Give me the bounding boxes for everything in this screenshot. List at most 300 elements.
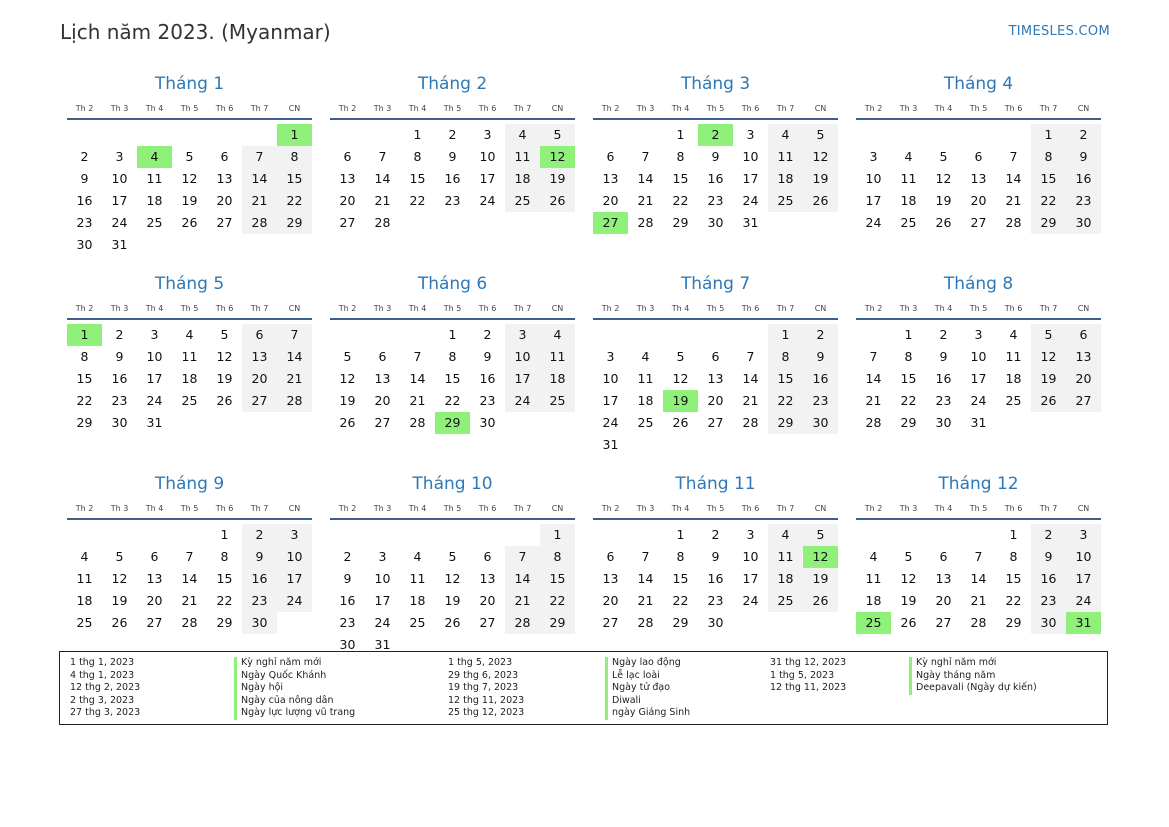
day-cell: 4 — [80, 549, 89, 564]
weekday-label: Th 6 — [1004, 104, 1023, 113]
day-cell: 2 — [343, 549, 352, 564]
weekday-label: Th 7 — [776, 304, 795, 313]
day-cell: 31 — [742, 215, 759, 230]
day-cell: 18 — [181, 371, 198, 386]
day-cell: 8 — [676, 549, 685, 564]
weekday-label: Th 4 — [934, 304, 953, 313]
legend-dates-col-3 — [770, 657, 846, 695]
day-cell: 25 — [409, 615, 426, 630]
day-cell: 2 — [711, 527, 720, 542]
day-cell: 1 — [904, 327, 913, 342]
weekday-label: CN — [1077, 304, 1090, 313]
day-cell: 25 — [540, 390, 575, 412]
weekday-label: Th 2 — [601, 104, 620, 113]
weekday-label: Th 5 — [180, 104, 199, 113]
day-grid — [67, 124, 312, 256]
day-cell: 14 — [970, 571, 987, 586]
day-cell: 29 — [277, 212, 312, 234]
day-cell: 17 — [374, 593, 391, 608]
day-cell: 30 — [242, 612, 277, 634]
day-cell: 11 — [540, 346, 575, 368]
day-cell: 21 — [742, 393, 759, 408]
day-cell: 5 — [220, 327, 229, 342]
day-cell: 10 — [374, 571, 391, 586]
day-cell: 9 — [242, 546, 277, 568]
day-cell: 15 — [1005, 571, 1022, 586]
day-cell: 2 — [483, 327, 492, 342]
day-cell: 29 — [768, 412, 803, 434]
empty-day-cell — [67, 524, 102, 546]
day-cell: 14 — [242, 168, 277, 190]
day-cell: 26 — [216, 393, 233, 408]
day-cell: 6 — [242, 324, 277, 346]
day-cell: 18 — [1005, 371, 1022, 386]
day-cell: 21 — [637, 593, 654, 608]
day-cell: 10 — [1066, 546, 1101, 568]
weekday-label: Th 6 — [215, 304, 234, 313]
day-cell: 30 — [1031, 612, 1066, 634]
day-cell: 14 — [277, 346, 312, 368]
weekday-label: Th 4 — [145, 304, 164, 313]
day-cell: 15 — [672, 171, 689, 186]
day-cell: 10 — [742, 149, 759, 164]
weekday-label: Th 7 — [250, 304, 269, 313]
weekday-label: Th 6 — [215, 104, 234, 113]
day-cell: 24 — [146, 393, 163, 408]
day-cell: 3 — [974, 327, 983, 342]
day-cell: 1 — [413, 127, 422, 142]
day-cell: 8 — [768, 346, 803, 368]
day-cell: 13 — [602, 571, 619, 586]
legend-date: 1 thg 5, 2023 — [448, 657, 513, 668]
weekday-header — [856, 100, 1101, 120]
page-title: Lịch năm 2023. (Myanmar) — [60, 20, 331, 44]
weekday-label: Th 2 — [75, 304, 94, 313]
day-cell: 11 — [76, 571, 93, 586]
weekday-label: Th 3 — [373, 104, 392, 113]
legend-names-col-1 — [234, 657, 355, 720]
day-cell: 25 — [181, 393, 198, 408]
day-cell: 24 — [742, 593, 759, 608]
legend-holiday-name: Lễ lạc loài — [605, 670, 690, 683]
month-calendar — [67, 72, 312, 256]
day-cell: 17 — [277, 568, 312, 590]
day-cell: 28 — [865, 415, 882, 430]
day-cell: 21 — [374, 193, 391, 208]
day-cell: 7 — [974, 549, 983, 564]
day-cell: 9 — [711, 149, 720, 164]
weekday-label: Th 6 — [478, 304, 497, 313]
day-cell: 23 — [803, 390, 838, 412]
day-cell: 29 — [76, 415, 93, 430]
day-cell: 24 — [277, 590, 312, 612]
day-cell: 20 — [339, 193, 356, 208]
day-cell: 5 — [904, 549, 913, 564]
day-cell: 10 — [111, 171, 128, 186]
weekday-label: Th 7 — [776, 504, 795, 513]
day-cell: 26 — [540, 190, 575, 212]
day-cell: 27 — [146, 615, 163, 630]
day-grid — [856, 124, 1101, 256]
day-cell: 31 — [146, 415, 163, 430]
day-cell: 31 — [374, 637, 391, 652]
day-cell: 30 — [803, 412, 838, 434]
day-cell: 30 — [111, 415, 128, 430]
day-cell: 5 — [1031, 324, 1066, 346]
weekday-label: Th 3 — [110, 104, 129, 113]
day-cell: 10 — [505, 346, 540, 368]
weekday-label: Th 2 — [75, 104, 94, 113]
legend-holiday-name: ngày Giáng Sinh — [605, 707, 690, 720]
day-cell: 6 — [711, 349, 720, 364]
day-cell: 6 — [378, 349, 387, 364]
day-cell: 6 — [150, 549, 159, 564]
legend-date: 12 thg 11, 2023 — [770, 682, 847, 694]
weekday-label: Th 6 — [478, 504, 497, 513]
day-cell: 14 — [505, 568, 540, 590]
day-cell: 19 — [216, 371, 233, 386]
weekday-label: Th 4 — [671, 104, 690, 113]
day-cell: 4 — [768, 524, 803, 546]
day-cell: 1 — [676, 127, 685, 142]
weekday-label: Th 3 — [636, 104, 655, 113]
day-cell: 8 — [904, 349, 913, 364]
day-cell: 21 — [505, 590, 540, 612]
day-cell: 18 — [540, 368, 575, 390]
day-cell: 29 — [540, 612, 575, 634]
day-cell: 26 — [900, 615, 917, 630]
weekday-label: Th 2 — [601, 304, 620, 313]
empty-day-cell — [400, 324, 435, 346]
day-cell: 17 — [742, 571, 759, 586]
day-cell: 23 — [242, 590, 277, 612]
empty-day-cell — [698, 324, 733, 346]
empty-day-cell — [593, 124, 628, 146]
day-cell: 20 — [242, 368, 277, 390]
day-cell: 2 — [1066, 124, 1101, 146]
empty-day-cell — [628, 124, 663, 146]
day-cell: 10 — [277, 546, 312, 568]
empty-day-cell — [400, 524, 435, 546]
day-cell: 18 — [768, 568, 803, 590]
day-cell: 21 — [242, 190, 277, 212]
day-cell: 18 — [865, 593, 882, 608]
day-cell: 17 — [146, 371, 163, 386]
holiday-day-cell: 27 — [593, 212, 628, 234]
day-cell: 1 — [448, 327, 457, 342]
month-title: Tháng 1 — [154, 74, 225, 94]
weekday-label: Th 4 — [145, 104, 164, 113]
day-cell: 7 — [641, 149, 650, 164]
day-cell: 8 — [448, 349, 457, 364]
day-cell: 1 — [220, 527, 229, 542]
day-cell: 25 — [637, 415, 654, 430]
empty-day-cell — [961, 124, 996, 146]
day-cell: 22 — [76, 393, 93, 408]
day-cell: 22 — [444, 393, 461, 408]
day-cell: 9 — [939, 349, 948, 364]
day-cell: 7 — [746, 349, 755, 364]
day-cell: 9 — [483, 349, 492, 364]
day-grid — [856, 324, 1101, 456]
day-cell: 20 — [935, 593, 952, 608]
day-cell: 12 — [803, 146, 838, 168]
day-cell: 6 — [606, 549, 615, 564]
day-cell: 19 — [111, 593, 128, 608]
legend-date: 1 thg 5, 2023 — [770, 669, 835, 681]
legend-holiday-name: Deepavali (Ngày dự kiến) — [909, 682, 1037, 695]
empty-day-cell — [733, 324, 768, 346]
day-cell: 27 — [479, 615, 496, 630]
day-cell: 5 — [448, 549, 457, 564]
day-cell: 22 — [1031, 190, 1066, 212]
holiday-day-cell: 12 — [540, 146, 575, 168]
weekday-label: Th 4 — [671, 504, 690, 513]
month-calendar — [856, 272, 1101, 456]
day-cell: 25 — [505, 190, 540, 212]
weekday-label: Th 2 — [338, 304, 357, 313]
day-cell: 4 — [869, 549, 878, 564]
day-cell: 9 — [448, 149, 457, 164]
empty-day-cell — [961, 524, 996, 546]
day-cell: 26 — [935, 215, 952, 230]
day-cell: 9 — [80, 171, 89, 186]
day-cell: 31 — [602, 437, 619, 452]
day-cell: 18 — [637, 393, 654, 408]
day-cell: 3 — [505, 324, 540, 346]
day-cell: 8 — [1031, 146, 1066, 168]
day-cell: 3 — [869, 149, 878, 164]
day-cell: 30 — [479, 415, 496, 430]
day-grid — [67, 324, 312, 456]
day-cell: 13 — [479, 571, 496, 586]
month-title: Tháng 7 — [680, 274, 751, 294]
day-cell: 15 — [768, 368, 803, 390]
empty-day-cell — [996, 124, 1031, 146]
weekday-label: Th 3 — [899, 504, 918, 513]
weekday-label: Th 4 — [408, 304, 427, 313]
weekday-label: Th 7 — [1039, 304, 1058, 313]
day-cell: 5 — [343, 349, 352, 364]
month-title: Tháng 4 — [943, 74, 1014, 94]
day-cell: 17 — [865, 193, 882, 208]
day-cell: 30 — [76, 237, 93, 252]
weekday-label: Th 6 — [1004, 304, 1023, 313]
day-cell: 27 — [242, 390, 277, 412]
month-title: Tháng 3 — [680, 74, 751, 94]
day-cell: 13 — [602, 171, 619, 186]
day-cell: 27 — [216, 215, 233, 230]
day-cell: 3 — [277, 524, 312, 546]
month-calendar — [330, 72, 575, 256]
day-cell: 21 — [970, 593, 987, 608]
weekday-label: CN — [1077, 504, 1090, 513]
month-calendar — [593, 272, 838, 456]
day-cell: 16 — [1031, 568, 1066, 590]
day-cell: 29 — [900, 415, 917, 430]
holiday-day-cell: 29 — [435, 412, 470, 434]
weekday-label: Th 5 — [706, 104, 725, 113]
day-cell: 8 — [676, 149, 685, 164]
day-cell: 20 — [602, 193, 619, 208]
day-cell: 20 — [602, 593, 619, 608]
month-title: Tháng 9 — [154, 474, 225, 494]
empty-day-cell — [628, 324, 663, 346]
weekday-label: Th 6 — [1004, 504, 1023, 513]
day-cell: 22 — [672, 193, 689, 208]
day-cell: 1 — [540, 524, 575, 546]
day-cell: 2 — [803, 324, 838, 346]
day-cell: 7 — [505, 546, 540, 568]
legend-names-col-3 — [909, 657, 1037, 695]
weekday-label: Th 5 — [706, 304, 725, 313]
day-cell: 26 — [181, 215, 198, 230]
day-cell: 15 — [540, 568, 575, 590]
day-cell: 27 — [707, 415, 724, 430]
day-cell: 28 — [374, 215, 391, 230]
weekday-header — [67, 300, 312, 320]
day-cell: 20 — [970, 193, 987, 208]
weekday-label: Th 2 — [864, 504, 883, 513]
day-cell: 23 — [707, 193, 724, 208]
empty-day-cell — [172, 124, 207, 146]
day-cell: 28 — [277, 390, 312, 412]
day-cell: 24 — [742, 193, 759, 208]
day-cell: 26 — [803, 190, 838, 212]
day-cell: 12 — [181, 171, 198, 186]
day-cell: 11 — [768, 146, 803, 168]
weekday-label: CN — [814, 504, 827, 513]
day-cell: 13 — [935, 571, 952, 586]
day-cell: 5 — [939, 149, 948, 164]
day-cell: 28 — [242, 212, 277, 234]
day-cell: 12 — [111, 571, 128, 586]
weekday-header — [330, 500, 575, 520]
weekday-header — [593, 100, 838, 120]
day-cell: 17 — [742, 171, 759, 186]
day-cell: 10 — [146, 349, 163, 364]
holiday-day-cell: 1 — [277, 124, 312, 146]
empty-day-cell — [102, 524, 137, 546]
day-cell: 24 — [479, 193, 496, 208]
day-cell: 10 — [865, 171, 882, 186]
day-cell: 22 — [409, 193, 426, 208]
day-cell: 15 — [1031, 168, 1066, 190]
day-cell: 28 — [970, 615, 987, 630]
day-grid — [593, 124, 838, 256]
day-cell: 30 — [707, 615, 724, 630]
weekday-label: Th 5 — [706, 504, 725, 513]
weekday-label: CN — [551, 304, 564, 313]
day-cell: 29 — [1005, 615, 1022, 630]
weekday-label: Th 7 — [513, 304, 532, 313]
day-cell: 14 — [742, 371, 759, 386]
month-calendar — [856, 72, 1101, 256]
day-cell: 11 — [1005, 349, 1022, 364]
empty-day-cell — [856, 324, 891, 346]
site-brand-link[interactable]: TIMESLES.COM — [1008, 24, 1110, 39]
weekday-header — [856, 300, 1101, 320]
day-cell: 16 — [1066, 168, 1101, 190]
day-cell: 28 — [742, 415, 759, 430]
day-cell: 21 — [1005, 193, 1022, 208]
day-cell: 27 — [1066, 390, 1101, 412]
month-calendar — [330, 272, 575, 456]
day-cell: 21 — [181, 593, 198, 608]
day-cell: 8 — [277, 146, 312, 168]
weekday-header — [67, 500, 312, 520]
day-cell: 10 — [479, 149, 496, 164]
weekday-label: Th 6 — [741, 504, 760, 513]
legend-date: 31 thg 12, 2023 — [770, 657, 847, 668]
empty-day-cell — [628, 524, 663, 546]
day-cell: 19 — [803, 168, 838, 190]
weekday-label: CN — [814, 304, 827, 313]
day-cell: 30 — [935, 415, 952, 430]
weekday-label: Th 4 — [408, 104, 427, 113]
month-calendar — [67, 472, 312, 656]
weekday-label: Th 3 — [373, 504, 392, 513]
weekday-label: Th 4 — [671, 304, 690, 313]
month-title: Tháng 10 — [412, 474, 493, 494]
weekday-label: CN — [288, 504, 301, 513]
legend-date: 27 thg 3, 2023 — [70, 707, 141, 719]
day-cell: 13 — [146, 571, 163, 586]
month-title: Tháng 6 — [417, 274, 488, 294]
day-grid — [330, 124, 575, 256]
empty-day-cell — [102, 124, 137, 146]
day-cell: 24 — [970, 393, 987, 408]
day-cell: 2 — [939, 327, 948, 342]
day-cell: 7 — [641, 549, 650, 564]
empty-day-cell — [365, 524, 400, 546]
day-cell: 5 — [115, 549, 124, 564]
day-cell: 8 — [540, 546, 575, 568]
legend-dates-col-1 — [70, 657, 140, 720]
weekday-label: Th 2 — [75, 504, 94, 513]
empty-day-cell — [365, 124, 400, 146]
day-cell: 21 — [409, 393, 426, 408]
day-cell: 11 — [900, 171, 917, 186]
day-cell: 29 — [672, 615, 689, 630]
weekday-label: Th 4 — [408, 504, 427, 513]
holiday-day-cell: 19 — [663, 390, 698, 412]
empty-day-cell — [593, 324, 628, 346]
empty-day-cell — [926, 124, 961, 146]
day-cell: 16 — [444, 171, 461, 186]
weekday-label: Th 4 — [934, 104, 953, 113]
day-cell: 13 — [216, 171, 233, 186]
empty-day-cell — [470, 524, 505, 546]
day-cell: 23 — [479, 393, 496, 408]
day-cell: 19 — [803, 568, 838, 590]
day-cell: 4 — [641, 349, 650, 364]
weekday-label: Th 7 — [1039, 104, 1058, 113]
day-cell: 2 — [448, 127, 457, 142]
day-cell: 10 — [742, 549, 759, 564]
month-title: Tháng 11 — [675, 474, 756, 494]
day-cell: 4 — [185, 327, 194, 342]
day-cell: 23 — [76, 215, 93, 230]
day-cell: 23 — [111, 393, 128, 408]
day-cell: 2 — [80, 149, 89, 164]
day-cell: 4 — [904, 149, 913, 164]
day-cell: 22 — [900, 393, 917, 408]
legend-holiday-name: Ngày Quốc Khánh — [234, 670, 355, 683]
day-cell: 12 — [216, 349, 233, 364]
day-cell: 11 — [865, 571, 882, 586]
weekday-header — [67, 100, 312, 120]
